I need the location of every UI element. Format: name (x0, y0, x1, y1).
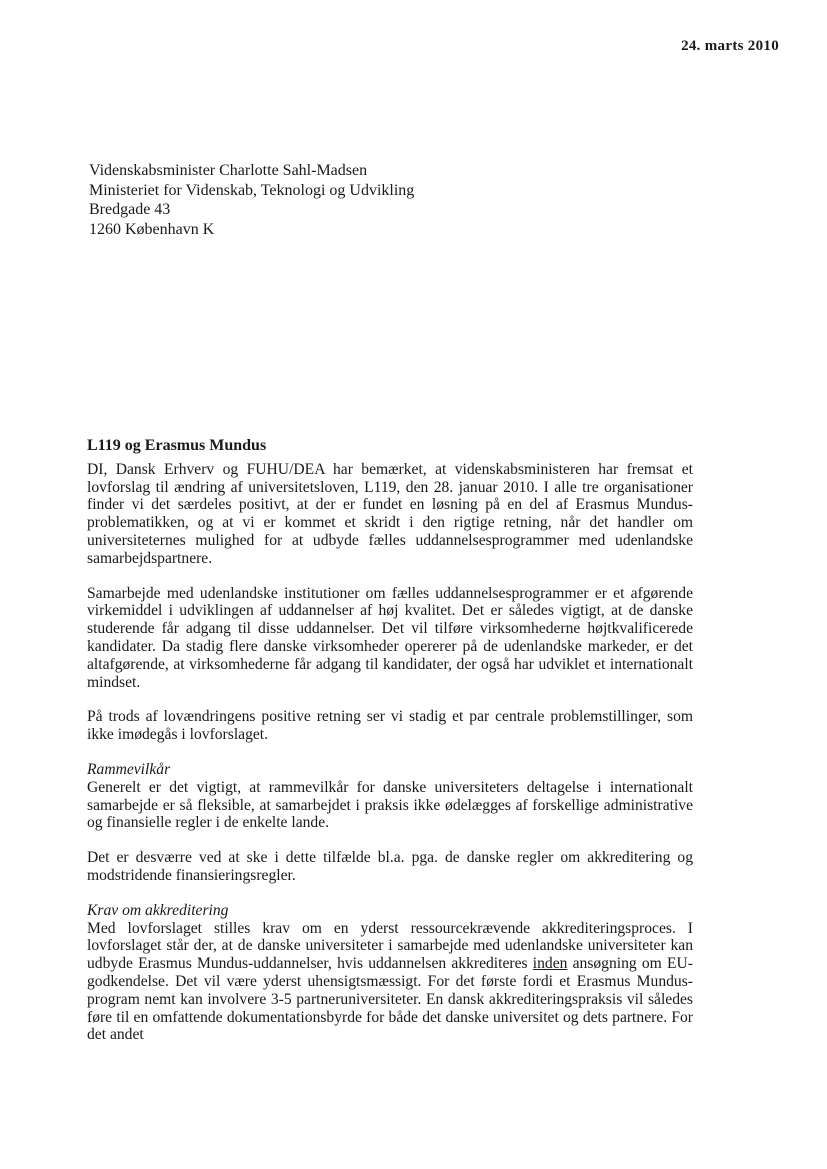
paragraph-problems: På trods af lovændringens positive retning ser vi stadig et par centrale problemstillinger, som ikke imødegås i lovforslaget. (87, 708, 693, 744)
underlined-word: inden (532, 955, 568, 973)
accreditation-text-start: Med lovforslaget stilles krav om en yderst ressourcekrævende akkrediteringsproces. I lovforslaget står der, at de danske universiteter i samarbejde med udenlandske universiteter kan udbyde Erasmus Mundus-uddannelser, hvis uddannelsen akkrediteres (87, 919, 693, 973)
paragraph-intro: DI, Dansk Erhverv og FUHU/DEA har bemærket, at videnskabsministeren har fremsat et lovforslag til ændring af universitetsloven, L119, den 28. januar 2010. I alle tre organisationer finder vi det særdeles positivt, at der er fundet en løsning på en del af Erasmus Mundus-problematikken, og at vi er kommet et skridt i den rigtige retning, når det handler om universiteternes mulighed for at udbyde fælles uddannelsesprogrammer med udenlandske samarbejdspartnere. (87, 460, 693, 567)
paragraph-accreditation (87, 920, 693, 1045)
paragraph-regulations: Det er desværre ved at ske i dette tilfælde bl.a. pga. de danske regler om akkreditering og modstridende finansieringsregler. (87, 849, 693, 884)
paragraph-framework: Generelt er det vigtigt, at rammevilkår for danske universiteters deltagelse i internationalt samarbejde er så fleksible, at samarbejdet i praksis ikke ødelægges af forskellige administrative og finansielle regler i de enkelte lande. (87, 778, 693, 832)
recipient-address (89, 161, 414, 239)
letter-title: L119 og Erasmus Mundus (87, 437, 267, 454)
recipient-city: 1260 København K (89, 220, 215, 238)
subheading-framework: Rammevilkår (87, 760, 171, 778)
accreditation-text-end: ansøgning om EU-godkendelse. Det vil være yderst uhensigtsmæssigt. For det første fordi et Erasmus Mundus-program nemt kan involvere 3-5 partneruniversiteter. En dansk akkrediteringspraksis vil således føre til en omfattende dokumentationsbyrde for både det danske universitet og dets partnere. For det andet (87, 955, 693, 1044)
recipient-name: Videnskabsminister Charlotte Sahl-Madsen (89, 162, 368, 179)
recipient-ministry: Ministeriet for Videnskab, Teknologi og Udvikling (89, 181, 415, 199)
subheading-accreditation: Krav om akkreditering (87, 901, 229, 919)
letter-body (87, 437, 693, 1061)
paragraph-cooperation: Samarbejde med udenlandske institutioner om fælles uddannelsesprogrammer er et afgørende virkemiddel i udviklingen af uddannelser af høj kvalitet. Det er således vigtigt, at de danske studerende får adgang til disse uddannelser. Det vil tilføre virksomhederne højtkvalificerede kandidater. Da stadig flere danske virksomheder opererer på de udenlandske markeder, er det altafgørende, at virksomhederne får adgang til kandidater, der også har udviklet et internationalt mindset. (87, 584, 693, 691)
letter-date: 24. marts 2010 (681, 38, 779, 54)
recipient-street: Bredgade 43 (89, 201, 171, 218)
